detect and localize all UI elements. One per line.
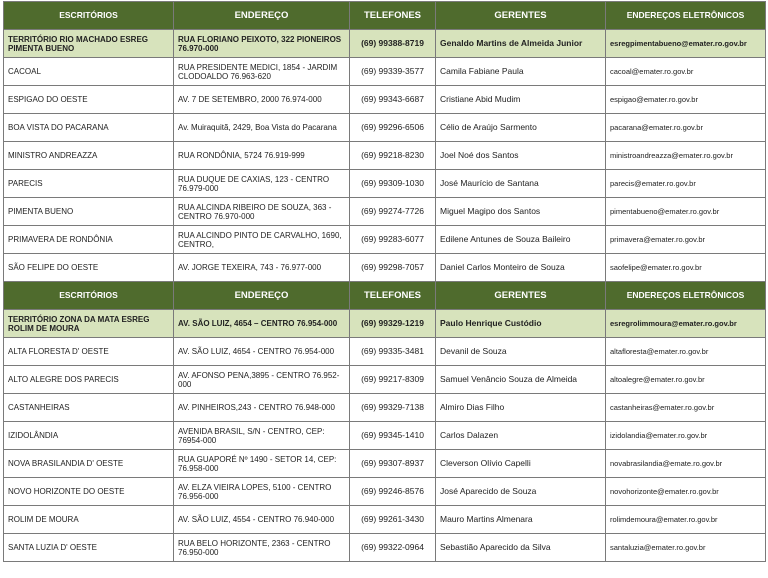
table-row	[4, 170, 766, 198]
office-phone: (69) 99335-3481	[350, 338, 436, 366]
office-name: NOVA BRASILANDIA D' OESTE	[4, 450, 174, 478]
office-phone: (69) 99307-8937	[350, 450, 436, 478]
office-phone: (69) 99274-7726	[350, 198, 436, 226]
region-email[interactable]: esregrolimmoura@emater.ro.gov.br	[606, 310, 766, 338]
office-name: ALTA FLORESTA D' OESTE	[4, 338, 174, 366]
header-emails: ENDEREÇOS ELETRÔNICOS	[606, 2, 766, 30]
offices-table	[3, 1, 766, 562]
office-address: RUA PRESIDENTE MEDICI, 1854 - JARDIM CLODOALDO 76.963-620	[174, 58, 350, 86]
table-row	[4, 338, 766, 366]
office-phone: (69) 99322-0964	[350, 534, 436, 562]
office-email[interactable]: ministroandreazza@emater.ro.gov.br	[606, 142, 766, 170]
office-email[interactable]: rolimdemoura@emater.ro.gov.br	[606, 506, 766, 534]
office-phone: (69) 99283-6077	[350, 226, 436, 254]
office-manager: Sebastião Aparecido da Silva	[436, 534, 606, 562]
office-email[interactable]: pimentabueno@emater.ro.gov.br	[606, 198, 766, 226]
office-manager: Joel Noé dos Santos	[436, 142, 606, 170]
table-row	[4, 114, 766, 142]
office-manager: José Aparecido de Souza	[436, 478, 606, 506]
office-email[interactable]: espigao@emater.ro.gov.br	[606, 86, 766, 114]
region-endereco: RUA FLORIANO PEIXOTO, 322 PIONEIROS 76.970-000	[174, 30, 350, 58]
header-telefones: TELEFONES	[350, 2, 436, 30]
region-email[interactable]: esregpimentabueno@emater.ro.gov.br	[606, 30, 766, 58]
office-address: AV. PINHEIROS,243 - CENTRO 76.948-000	[174, 394, 350, 422]
office-phone: (69) 99343-6687	[350, 86, 436, 114]
office-phone: (69) 99261-3430	[350, 506, 436, 534]
region-escritorio: TERRITÓRIO ZONA DA MATA ESREG ROLIM DE MOURA	[4, 310, 174, 338]
office-name: BOA VISTA DO PACARANA	[4, 114, 174, 142]
region-telefone: (69) 99388-8719	[350, 30, 436, 58]
office-name: PRIMAVERA DE RONDÔNIA	[4, 226, 174, 254]
region-telefone: (69) 99329-1219	[350, 310, 436, 338]
table-row	[4, 534, 766, 562]
table-row	[4, 450, 766, 478]
office-address: AV. JORGE TEXEIRA, 743 - 76.977-000	[174, 254, 350, 282]
office-email[interactable]: altoalegre@emater.ro.gov.br	[606, 366, 766, 394]
office-email[interactable]: santaluzia@emater.ro.gov.br	[606, 534, 766, 562]
office-name: CASTANHEIRAS	[4, 394, 174, 422]
header-escritorios: ESCRITÓRIOS	[4, 2, 174, 30]
header-gerentes: GERENTES	[436, 2, 606, 30]
office-address: AV. 7 DE SETEMBRO, 2000 76.974-000	[174, 86, 350, 114]
header-endereco: ENDEREÇO	[174, 282, 350, 310]
office-email[interactable]: novabrasilandia@emate.ro.gov.br	[606, 450, 766, 478]
office-email[interactable]: primavera@emater.ro.gov.br	[606, 226, 766, 254]
office-phone: (69) 99339-3577	[350, 58, 436, 86]
office-manager: Miguel Magipo dos Santos	[436, 198, 606, 226]
office-email[interactable]: pacarana@emater.ro.gov.br	[606, 114, 766, 142]
table-row	[4, 142, 766, 170]
office-manager: Camila Fabiane Paula	[436, 58, 606, 86]
office-address: RUA ALCINDO PINTO DE CARVALHO, 1690, CENTRO,	[174, 226, 350, 254]
office-phone: (69) 99246-8576	[350, 478, 436, 506]
region-row	[4, 310, 766, 338]
table-row	[4, 366, 766, 394]
offices-directory	[3, 1, 765, 562]
office-email[interactable]: cacoal@emater.ro.gov.br	[606, 58, 766, 86]
office-name: ROLIM DE MOURA	[4, 506, 174, 534]
office-manager: Daniel Carlos Monteiro de Souza	[436, 254, 606, 282]
office-manager: Devanil de Souza	[436, 338, 606, 366]
table-row	[4, 422, 766, 450]
office-name: IZIDOLÂNDIA	[4, 422, 174, 450]
table-row	[4, 254, 766, 282]
header-emails: ENDEREÇOS ELETRÔNICOS	[606, 282, 766, 310]
office-address: RUA BELO HORIZONTE, 2363 - CENTRO 76.950-000	[174, 534, 350, 562]
table-row	[4, 198, 766, 226]
office-phone: (69) 99217-8309	[350, 366, 436, 394]
office-email[interactable]: castanheiras@emater.ro.gov.br	[606, 394, 766, 422]
office-manager: José Maurício de Santana	[436, 170, 606, 198]
office-address: RUA GUAPORÉ Nº 1490 - SETOR 14, CEP: 76.958-000	[174, 450, 350, 478]
office-address: AVENIDA BRASIL, S/N - CENTRO, CEP: 76954-000	[174, 422, 350, 450]
office-name: PIMENTA BUENO	[4, 198, 174, 226]
header-endereco: ENDEREÇO	[174, 2, 350, 30]
region-escritorio: TERRITÓRIO RIO MACHADO ESREG PIMENTA BUENO	[4, 30, 174, 58]
office-address: RUA ALCINDA RIBEIRO DE SOUZA, 363 - CENTRO 76.970-000	[174, 198, 350, 226]
region-gerente: Paulo Henrique Custódio	[436, 310, 606, 338]
office-name: ESPIGAO DO OESTE	[4, 86, 174, 114]
office-manager: Samuel Venâncio Souza de Almeida	[436, 366, 606, 394]
office-address: AV. SÃO LUIZ, 4554 - CENTRO 76.940-000	[174, 506, 350, 534]
office-manager: Cleverson Olívio Capelli	[436, 450, 606, 478]
office-email[interactable]: izidolandia@emater.ro.gov.br	[606, 422, 766, 450]
office-address: AV. AFONSO PENA,3895 - CENTRO 76.952-000	[174, 366, 350, 394]
region-endereco: AV. SÃO LUIZ, 4654 – CENTRO 76.954-000	[174, 310, 350, 338]
table-row	[4, 226, 766, 254]
office-manager: Célio de Araújo Sarmento	[436, 114, 606, 142]
table-row	[4, 506, 766, 534]
office-manager: Carlos Dalazen	[436, 422, 606, 450]
office-phone: (69) 99296-6506	[350, 114, 436, 142]
office-email[interactable]: parecis@emater.ro.gov.br	[606, 170, 766, 198]
region-row	[4, 30, 766, 58]
office-address: RUA DUQUE DE CAXIAS, 123 - CENTRO 76.979-000	[174, 170, 350, 198]
office-name: SÃO FELIPE DO OESTE	[4, 254, 174, 282]
header-telefones: TELEFONES	[350, 282, 436, 310]
table-row	[4, 86, 766, 114]
office-manager: Cristiane Abid Mudim	[436, 86, 606, 114]
office-email[interactable]: novohorizonte@emater.ro.gov.br	[606, 478, 766, 506]
office-phone: (69) 99329-7138	[350, 394, 436, 422]
office-name: NOVO HORIZONTE DO OESTE	[4, 478, 174, 506]
table-row	[4, 394, 766, 422]
office-phone: (69) 99309-1030	[350, 170, 436, 198]
office-name: SANTA LUZIA D' OESTE	[4, 534, 174, 562]
table-row	[4, 478, 766, 506]
offices-table-body	[4, 2, 766, 562]
office-name: ALTO ALEGRE DOS PARECIS	[4, 366, 174, 394]
office-name: CACOAL	[4, 58, 174, 86]
office-phone: (69) 99298-7057	[350, 254, 436, 282]
header-escritorios: ESCRITÓRIOS	[4, 282, 174, 310]
office-phone: (69) 99345-1410	[350, 422, 436, 450]
table-row	[4, 58, 766, 86]
region-gerente: Genaldo Martins de Almeida Junior	[436, 30, 606, 58]
office-address: RUA RONDÔNIA, 5724 76.919-999	[174, 142, 350, 170]
office-name: MINISTRO ANDREAZZA	[4, 142, 174, 170]
office-address: AV. SÃO LUIZ, 4654 - CENTRO 76.954-000	[174, 338, 350, 366]
office-email[interactable]: altafloresta@emater.ro.gov.br	[606, 338, 766, 366]
office-name: PARECIS	[4, 170, 174, 198]
table-header-row	[4, 282, 766, 310]
office-manager: Almiro Dias Filho	[436, 394, 606, 422]
office-address: AV. ELZA VIEIRA LOPES, 5100 - CENTRO 76.956-000	[174, 478, 350, 506]
table-header-row	[4, 2, 766, 30]
office-manager: Mauro Martins Almenara	[436, 506, 606, 534]
office-phone: (69) 99218-8230	[350, 142, 436, 170]
office-manager: Edilene Antunes de Souza Baileiro	[436, 226, 606, 254]
office-email[interactable]: saofelipe@emater.ro.gov.br	[606, 254, 766, 282]
office-address: Av. Muiraquitã, 2429, Boa Vista do Pacarana	[174, 114, 350, 142]
header-gerentes: GERENTES	[436, 282, 606, 310]
